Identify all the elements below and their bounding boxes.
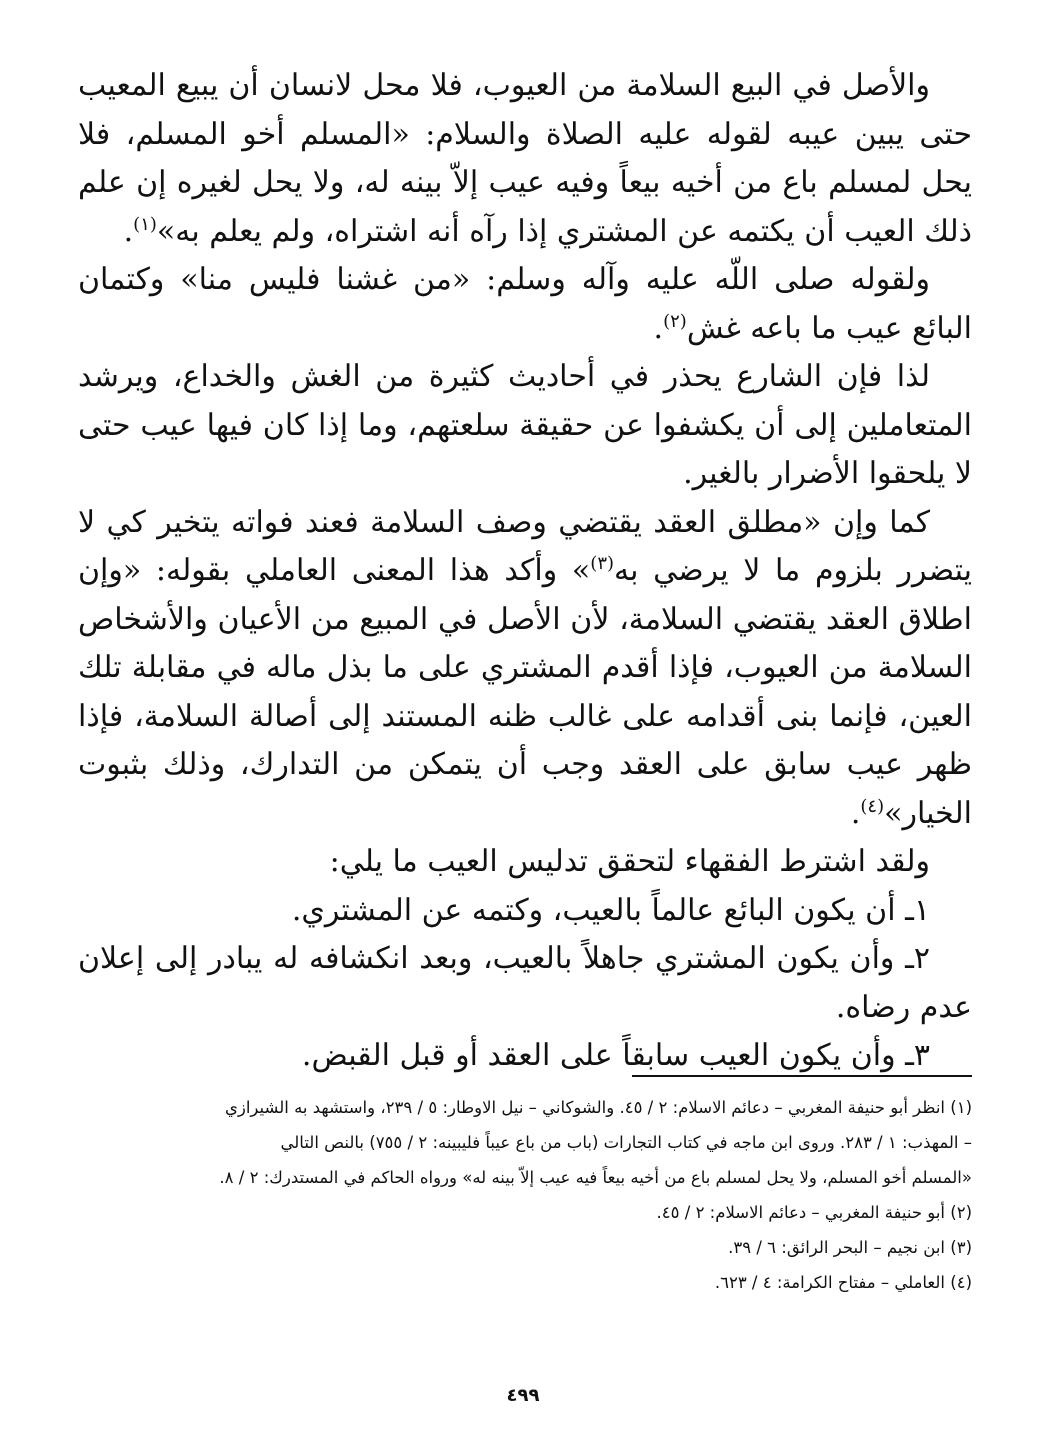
paragraph-4: كما وإن «مطلق العقد يقتضي وصف السلامة فعند فواته يتخير كي لا يتضرر بلزوم ما لا يرضي به$^{(٣)}$» وأكد هذا المعنى العاملي بقوله: «وإن اطلاق العقد يقتضي السلامة، لأن الأصل في المبيع من الأعيان والأشخاص السلامة من العيوب، فإذا أقدم المشتري على ما بذل ماله في مقابلة تلك العين، فإنما بنى أقدامه على غالب ظنه المستند إلى أصالة السلامة، فإذا ظهر عيب سابق على العقد وجب أن يتمكن من التدارك، وذلك بثبوت الخيار»$^{(٤)}$. [78, 504, 972, 831]
footnotes [80, 1090, 972, 1300]
condition-item-3: ٣ـ وأن يكون العيب سابقاً على العقد أو قبل القبض. [301, 1038, 930, 1073]
paragraph-5: ولقد اشترط الفقهاء لتحقق تدليس العيب ما يلي: [329, 844, 930, 879]
paragraph-4-text-b: » وأكد هذا المعنى العاملي بقوله: «وإن اطلاق العقد يقتضي السلامة، لأن الأصل في المبيع من الأعيان والأشخاص السلامة من العيوب، فإذا أقدم المشتري على ما بذل ماله في مقابلة تلك العين، فإنما بنى أقدامه على غالب ظنه المستند إلى أصالة السلامة، فإذا ظهر عيب سابق على العقد وجب أن يتمكن من التدارك، وذلك بثبوت الخيار» [78, 553, 972, 831]
paragraph-2-text: ولقوله صلى اللّه عليه وآله وسلم: «من غشنا فليس منا» وكتمان البائع عيب ما باعه غش [78, 262, 972, 346]
footnote-1-line-1: (١) انظر أبو حنيفة المغربي – دعائم الاسلام: ٢ / ٤٥. والشوكاني – نيل الاوطار: ٥ / ٢٣٩، واستشهد به الشيرازي [224, 1098, 972, 1117]
footnote-3: (٣) ابن نجيم – البحر الرائق: ٦ / ٣٩. [728, 1238, 972, 1257]
footnote-ref-3[interactable]: (٣) [590, 553, 615, 574]
footnote-ref-2[interactable]: (٢) [663, 310, 687, 332]
condition-item-2: ٢ـ وأن يكون المشتري جاهلاً بالعيب، وبعد انكشافه له يبادر إلى إعلان عدم رضاه. [78, 941, 972, 1025]
paragraph-3: لذا فإن الشارع يحذر في أحاديث كثيرة من الغش والخداع، ويرشد المتعاملين إلى أن يكشفوا عن حقيقة سلعتهم، وما إذا كان فيها عيب حتى لا يلحقوا الأضرار بالغير. [78, 359, 972, 491]
main-text [78, 62, 972, 1081]
footnote-ref-1[interactable]: (١) [133, 213, 157, 235]
condition-item-1: ١ـ أن يكون البائع عالماً بالعيب، وكتمه عن المشتري. [291, 892, 930, 928]
footnote-1-line-3: «المسلم أخو المسلم، ولا يحل لمسلم باع من أخيه بيعاً فيه عيب إلاّ بينه له» ورواه الحاكم في المستدرك: ٢ / ٨. [219, 1168, 972, 1187]
footnote-2: (٢) أبو حنيفة المغربي – دعائم الاسلام: ٢ / ٤٥. [656, 1203, 972, 1222]
paragraph-1-text: والأصل في البيع السلامة من العيوب، فلا محل لانسان أن يبيع المعيب حتى يبين عيبه لقوله عليه الصلاة والسلام: «المسلم أخو المسلم، فلا يحل لمسلم باع من أخيه بيعاً وفيه عيب إلاّ بينه له، ولا يحل لغيره إن علم ذلك العيب أن يكتمه عن المشتري إذا رآه أنه اشتراه، ولم يعلم به» [78, 68, 972, 249]
page-number: ٤٩٩ [506, 1385, 540, 1406]
paragraph-1: والأصل في البيع السلامة من العيوب، فلا محل لانسان أن يبيع المعيب حتى يبين عيبه لقوله عليه الصلاة والسلام: «المسلم أخو المسلم، فلا يحل لمسلم باع من أخيه بيعاً وفيه عيب إلاّ بينه له، ولا يحل لغيره إن علم ذلك العيب أن يكتمه عن المشتري إذا رآه أنه اشتراه، ولم يعلم به»$^{(١)}$. [78, 68, 972, 249]
footnote-1-line-2: – المهذب: ١ / ٢٨٣. وروى ابن ماجه في كتاب التجارات (باب من باع عيباً فليبينه: ٢ / ٧٥٥) بالنص التالي [280, 1133, 972, 1152]
footnote-4: (٤) العاملي – مفتاح الكرامة: ٤ / ٦٢٣. [714, 1273, 972, 1292]
paragraph-2: ولقوله صلى اللّه عليه وآله وسلم: «من غشنا فليس منا» وكتمان البائع عيب ما باعه غش$^{(٢)}$. [78, 262, 972, 346]
footnote-separator [632, 1075, 972, 1077]
paragraph-4-text-a: كما وإن «مطلق العقد يقتضي وصف السلامة فعند فواته يتخير كي لا يتضرر بلزوم ما لا يرضي به [78, 504, 972, 588]
footnote-ref-4[interactable]: (٤) [860, 795, 885, 817]
